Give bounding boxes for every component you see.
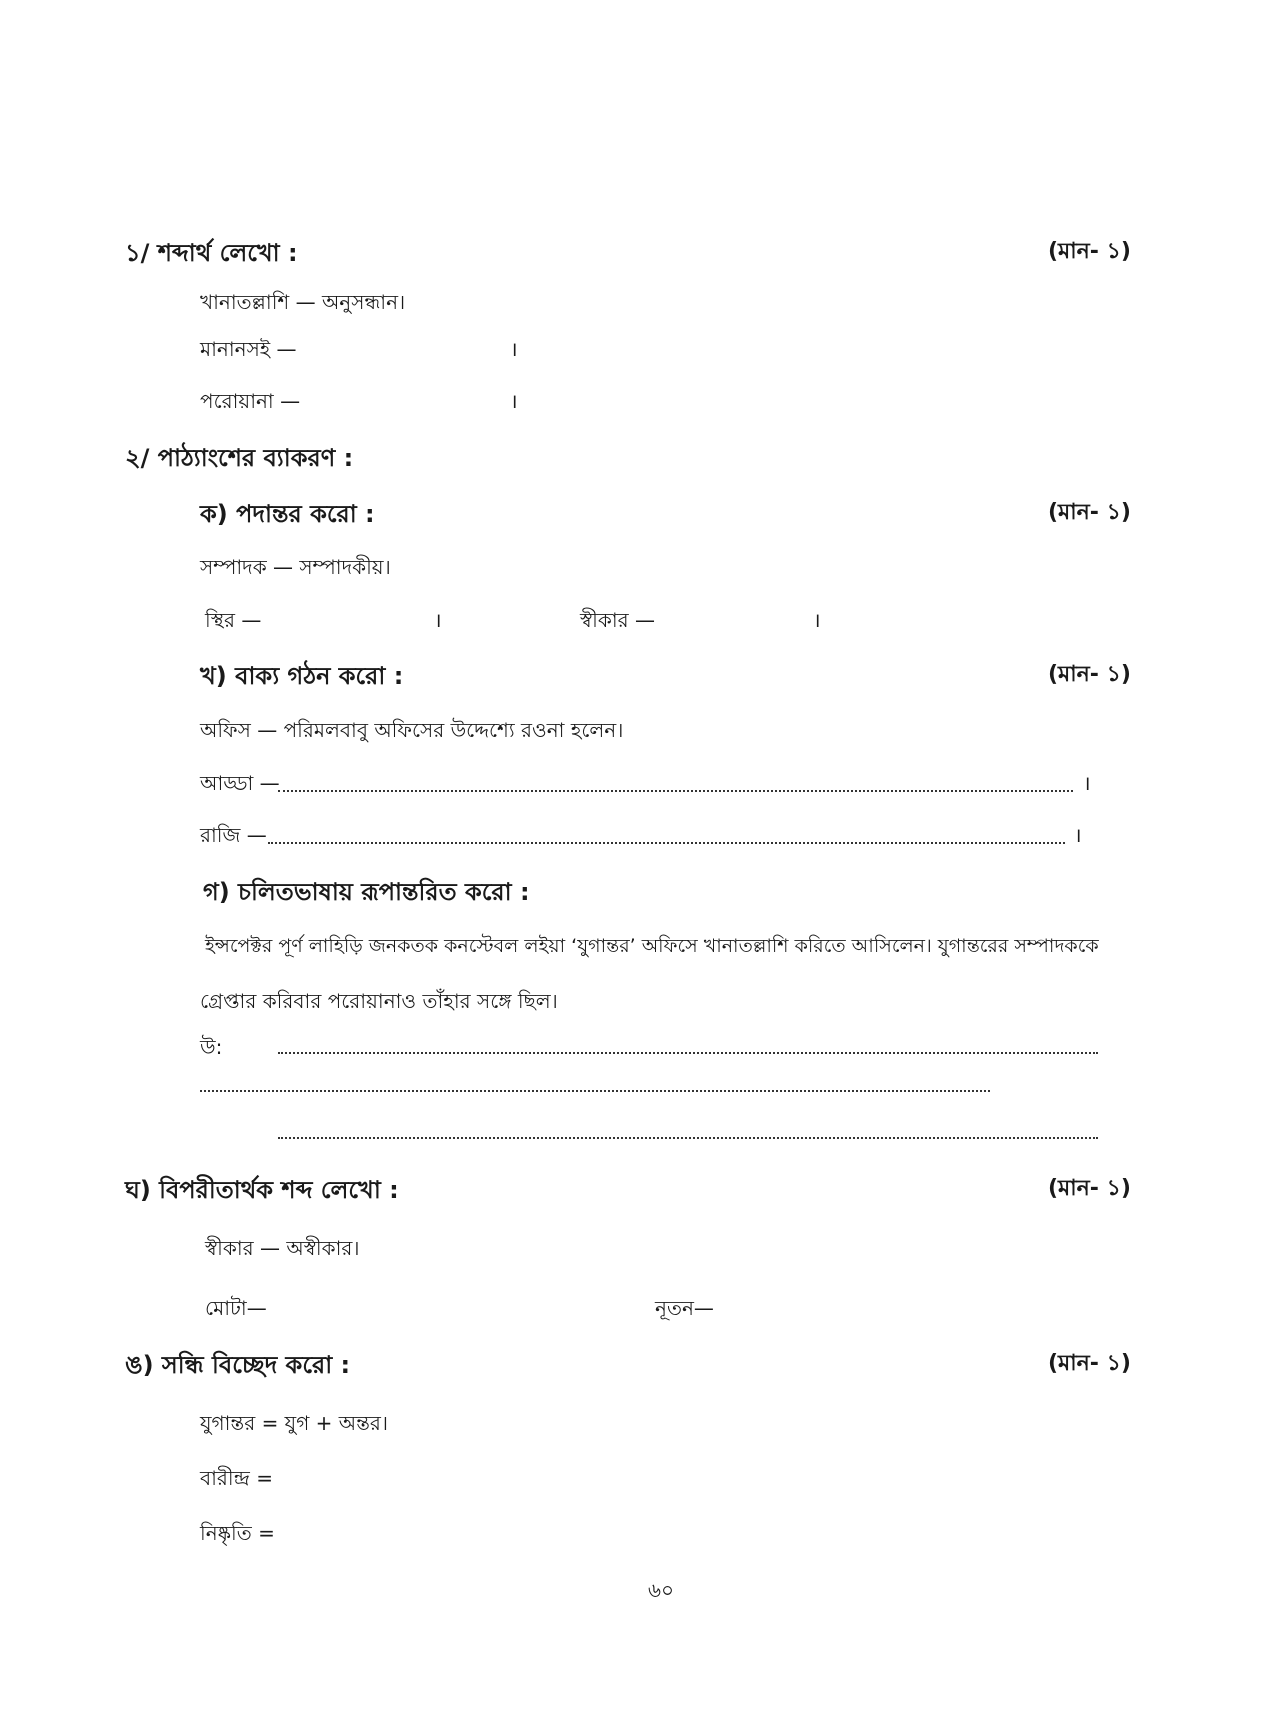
q2-ka-item-2: স্বীকার — — [580, 608, 656, 632]
answer-line — [278, 790, 1073, 792]
q2-gha-title: ঘ) বিপরীতার্থক শব্দ লেখো : — [125, 1176, 399, 1204]
q2-umo-example: যুগান্তর = যুগ + অন্তর। — [200, 1411, 389, 1435]
q2-kha-example: অফিস — পরিমলবাবু অফিসের উদ্দেশ্যে রওনা হলেন। — [200, 718, 624, 742]
q2-gha-marks: (মান- ১) — [1048, 1176, 1131, 1201]
q1-item-1: মানানসই — — [200, 337, 297, 361]
q2-umo-item-2: নিষ্কৃতি = — [200, 1521, 275, 1545]
answer-line — [200, 1090, 990, 1092]
q2-ka-title: ক) পদান্তর করো : — [200, 500, 375, 528]
answer-line — [278, 1052, 1098, 1054]
q2-umo-marks: (মান- ১) — [1048, 1351, 1131, 1376]
q2-umo-item-1: বারীন্দ্র = — [200, 1466, 273, 1490]
q2-kha-marks: (মান- ১) — [1048, 662, 1131, 687]
q2-ga-answer-label: উ: — [200, 1035, 223, 1059]
q2-gha-example: স্বীকার — অস্বীকার। — [205, 1236, 360, 1260]
q2-kha-item-2: রাজি — — [200, 823, 267, 847]
q1-example: খানাতল্লাশি — অনুসন্ধান। — [200, 290, 406, 314]
q2-ka-marks: (মান- ১) — [1048, 500, 1131, 525]
q1-danda-2: । — [510, 389, 518, 413]
q2-ga-passage-line-1: ইন্সপেক্টর পূর্ণ লাহিড়ি জনকতক কনস্টেবল লইয়া ‘যুগান্তর’ অফিসে খানাতল্লাশি করিতে আসিলেন। যুগান্তরের সম্পাদককে — [205, 935, 1099, 957]
q2-ka-example: সম্পাদক — সম্পাদকীয়। — [200, 555, 391, 579]
q1-item-2: পরোয়ানা — — [200, 389, 301, 413]
q2-umo-title: ঙ) সন্ধি বিচ্ছেদ করো : — [125, 1351, 351, 1379]
q2-ka-danda-2: । — [813, 608, 821, 632]
page-number: ৬০ — [648, 1578, 675, 1602]
q2-kha-title: খ) বাক্য গঠন করো : — [200, 662, 404, 690]
q2-kha-danda-2: । — [1074, 823, 1082, 847]
answer-line — [278, 1137, 1098, 1139]
q2-kha-danda-1: । — [1083, 771, 1091, 795]
q2-ka-item-1: স্থির — — [205, 608, 262, 632]
q2-ka-danda-1: । — [434, 608, 442, 632]
q2-gha-item-2: নূতন— — [655, 1296, 714, 1320]
q2-title: ২/ পাঠ্যাংশের ব্যাকরণ : — [125, 444, 354, 472]
q2-gha-item-1: মোটা— — [205, 1296, 267, 1320]
q1-danda-1: । — [510, 337, 518, 361]
q2-kha-item-1: আড্ডা — — [200, 771, 280, 795]
q2-ga-passage-line-2: গ্রেপ্তার করিবার পরোয়ানাও তাঁহার সঙ্গে ছিল। — [200, 989, 558, 1013]
q1-marks: (মান- ১) — [1048, 239, 1131, 264]
answer-line — [268, 842, 1065, 844]
q2-ga-title: গ) চলিতভাষায় রূপান্তরিত করো : — [203, 878, 530, 906]
q1-title: ১/ শব্দার্থ লেখো : — [125, 239, 298, 267]
